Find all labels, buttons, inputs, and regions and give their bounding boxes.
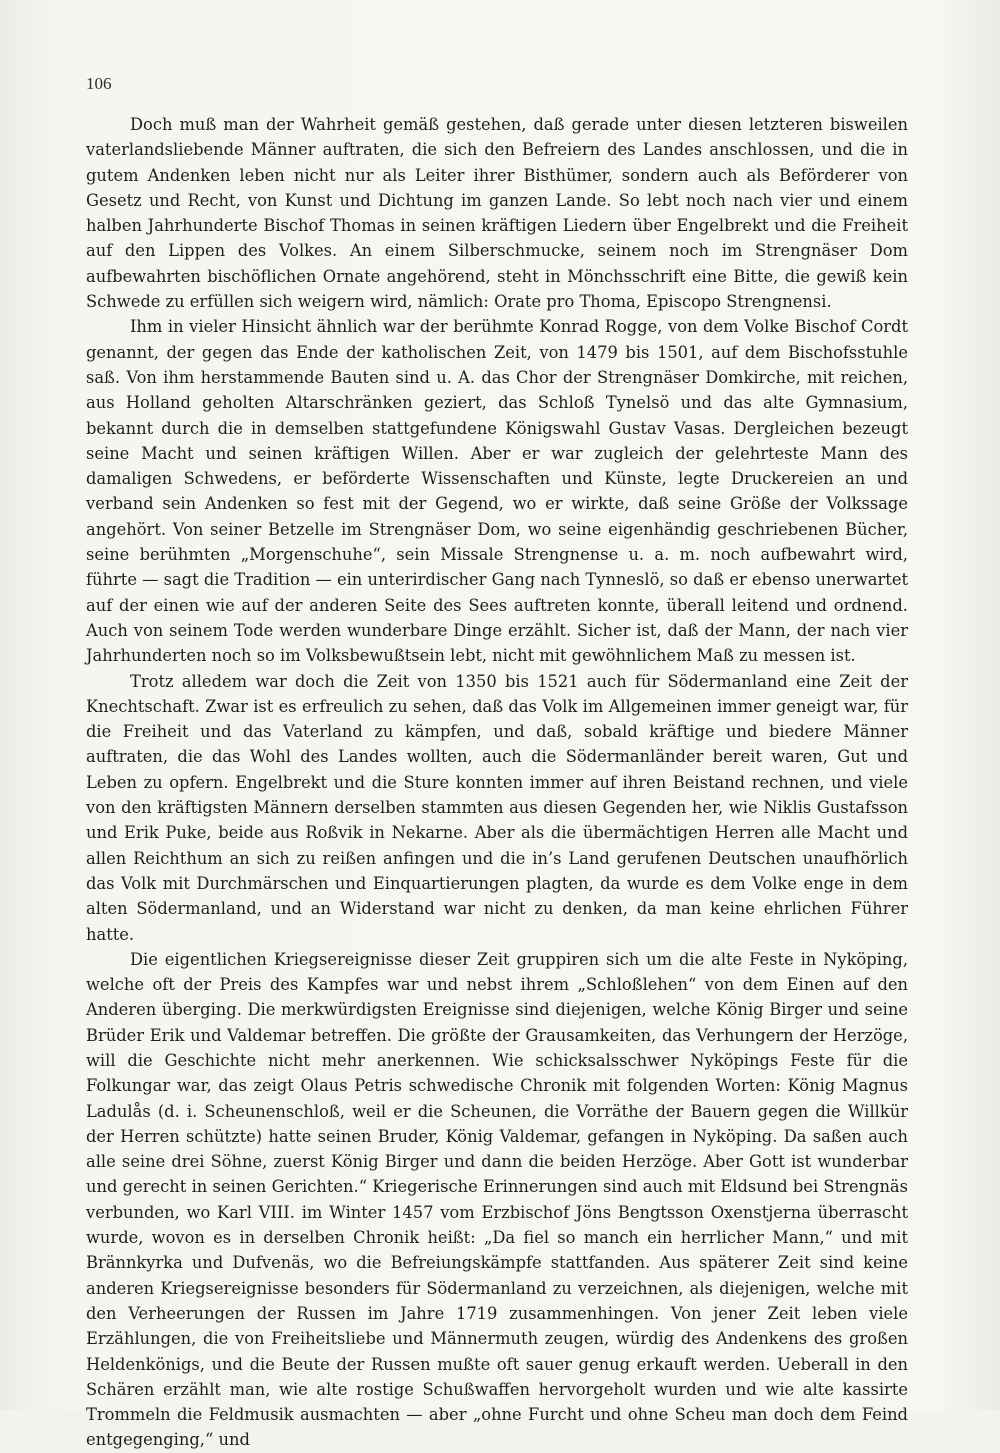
paragraph-4: Die eigentlichen Kriegsereignisse dieser Zeit gruppiren sich um die alte Feste in Nyköping, welche oft der Preis des Kampfes war und nebst ihrem „Schloßlehen“ von dem Einen auf den Anderen überging. Die merkwürdigsten Ereignisse sind diejenigen, welche König Birger und seine Brüder Erik und Valdemar betreffen. Die größte der Grausamkeiten, das Verhungern der Herzöge, will die Geschichte nicht mehr anerkennen. Wie schicksalsschwer Nyköpings Feste für die Folkungar war, das zeigt Olaus Petris schwedische Chronik mit folgenden Worten: König Magnus Ladulås (d. i. Scheunenschloß, weil er die Scheunen, die Vorräthe der Bauern gegen die Willkür der Herren schützte) hatte seinen Bruder, König Valdemar, gefangen in Nyköping. Da saßen auch alle seine drei Söhne, zuerst König Birger und dann die beiden Herzöge. Aber Gott ist wunderbar und gerecht in seinen Gerichten.“ Kriegerische Erinnerungen sind auch mit Eldsund bei Strengnäs verbunden, wo Karl VIII. im Winter 1457 vom Erzbischof Jöns Bengtsson Oxenstjerna überrascht wurde, wovon es in derselben Chronik heißt: „Da fiel so manch ein herrlicher Mann,“ und mit Brännkyrka und Dufvenäs, wo die Befreiungskämpfe stattfanden. Aus späterer Zeit sind keine anderen Kriegsereignisse besonders für Södermanland zu verzeichnen, als diejenigen, welche mit den Verheerungen der Russen im Jahre 1719 zusammenhingen. Von jener Zeit leben viele Erzählungen, die von Freiheitsliebe und Männermuth zeugen, würdig des Andenkens des großen Heldenkönigs, und die Beute der Russen mußte oft sauer genug erkauft werden. Ueberall in den Schären erzählt man, wie alte rostige Schußwaffen hervorgeholt wurden und wie alte kassirte Trommeln die Feldmusik ausmachten — aber „ohne Furcht und ohne Scheu man doch dem Feind entgegenging,“ und	[86, 949, 908, 1450]
page-number: 106	[86, 74, 112, 93]
paragraph-2: Ihm in vieler Hinsicht ähnlich war der berühmte Konrad Rogge, von dem Volke Bischof Cordt genannt, der gegen das Ende der katholischen Zeit, von 1479 bis 1501, auf dem Bischofsstuhle saß. Von ihm herstammende Bauten sind u. A. das Chor der Strengnäser Domkirche, mit reichen, aus Holland geholten Altarschränken geziert, das Schloß Tynelsö und das alte Gymnasium, bekannt durch die in demselben stattgefundene Königswahl Gustav Vasas. Dergleichen bezeugt seine Macht und seinen kräftigen Willen. Aber er war zugleich der gelehrteste Mann des damaligen Schwedens, er beförderte Wissenschaften und Künste, legte Druckereien an und verband sein Andenken so fest mit der Gegend, wo er wirkte, daß seine Größe der Volkssage angehört. Von seiner Betzelle im Strengnäser Dom, wo seine eigenhändig geschriebenen Bücher, seine berühmten „Morgenschuhe“, sein Missale Strengnense u. a. m. noch aufbewahrt wird, führte — sagt die Tradition — ein unterirdischer Gang nach Tynneslö, so daß er ebenso unerwartet auf der einen wie auf der anderen Seite des Sees auftreten konnte, überall leitend und ordnend. Auch von seinem Tode werden wunderbare Dinge erzählt. Sicher ist, daß der Mann, der nach vier Jahrhunderten noch so im Volksbewußtsein lebt, nicht mit gewöhnlichem Maß zu messen ist.	[86, 317, 908, 666]
paragraph-1: Doch muß man der Wahrheit gemäß gestehen, daß gerade unter diesen letzteren bisweilen vaterlandsliebende Männer auftraten, die sich den Befreiern des Landes anschlossen, und die in gutem Andenken leben nicht nur als Leiter ihrer Bisthümer, sondern auch als Beförderer von Gesetz und Recht, von Kunst und Dichtung im ganzen Lande. So lebt noch nach vier und einem halben Jahrhunderte Bischof Thomas in seinen kräftigen Liedern über Engelbrekt und die Freiheit auf den Lippen des Volkes. An einem Silberschmucke, seinem noch im Strengnäser Dom aufbewahrten bischöflichen Ornate angehörend, steht in Mönchsschrift eine Bitte, die gewiß kein Schwede zu erfüllen sich weigern wird, nämlich: Orate pro Thoma, Episcopo Strengnensi.	[86, 115, 908, 312]
paragraph-3: Trotz alledem war doch die Zeit von 1350 bis 1521 auch für Södermanland eine Zeit der Knechtschaft. Zwar ist es erfreulich zu sehen, daß das Volk im Allgemeinen immer geneigt war, für die Freiheit und das Vaterland zu kämpfen, und daß, sobald kräftige und biedere Männer auftraten, die das Wohl des Landes wollten, auch die Södermanländer bereit waren, Gut und Leben zu opfern. Engelbrekt und die Sture konnten immer auf ihren Beistand rechnen, und viele von den kräftigsten Männern derselben stammten aus diesen Gegenden her, wie Niklis Gustafsson und Erik Puke, beide aus Roßvik in Nekarne. Aber als die übermächtigen Herren alle Macht und allen Reichthum an sich zu reißen anfingen und die in’s Land gerufenen Deutschen unaufhörlich das Volk mit Durchmärschen und Einquartierungen plagten, da wurde es dem Volke enge in dem alten Södermanland, und an Widerstand war nicht zu denken, da man keine ehrlichen Führer hatte.	[86, 671, 908, 944]
body-text	[86, 112, 908, 1453]
